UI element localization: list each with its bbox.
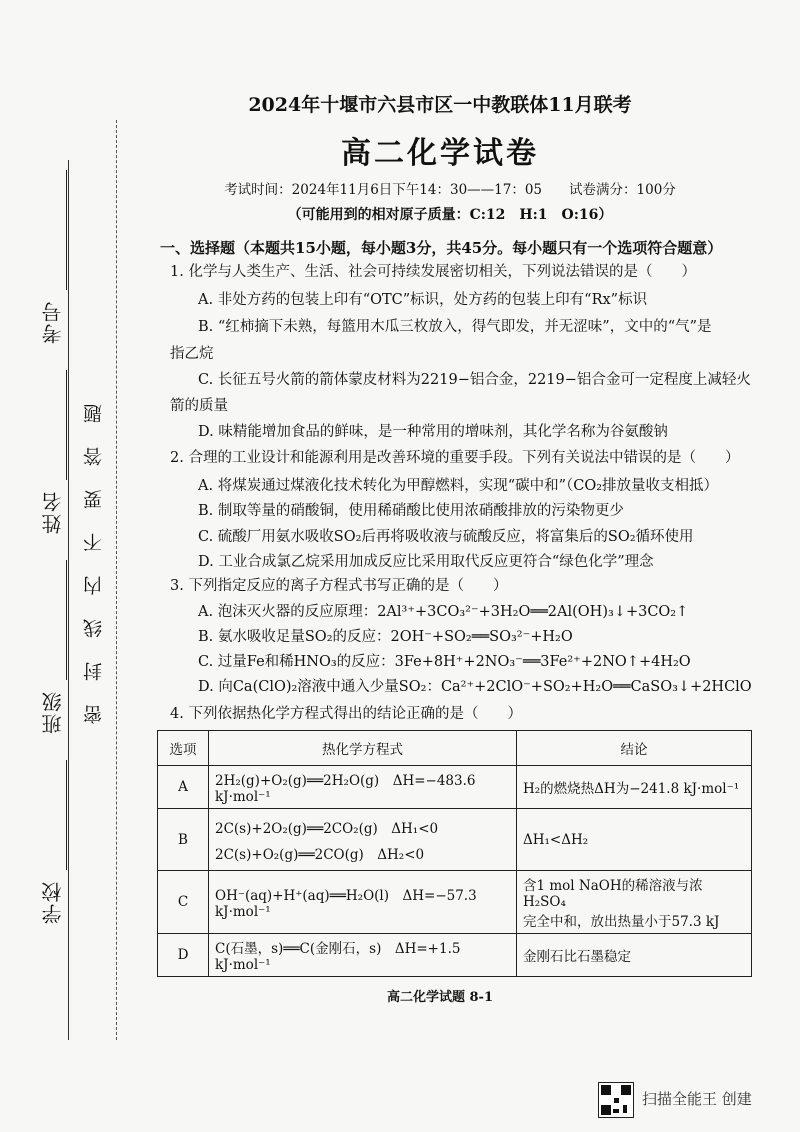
name-blank — [66, 370, 67, 480]
exam-title: 2024年十堰市六县市区一中教联体11月联考 — [248, 94, 632, 116]
q3-option-b: B. 氨水吸收足量SO₂的反应：2OH⁻+SO₂══SO₃²⁻+H₂O — [198, 629, 573, 645]
q3-option-c: C. 过量Fe和稀HNO₃的反应：3Fe+8H⁺+2NO₃⁻══3Fe²⁺+2NO↑+4H₂O — [198, 654, 691, 670]
q2-option-a: A. 将煤炭通过煤液化技术转化为甲醇燃料，实现“碳中和”（CO₂排放量收支相抵） — [198, 478, 719, 494]
conclusion-line: 含1 mol NaOH的稀溶液与浓H₂SO₄ — [523, 878, 703, 910]
table-row — [158, 871, 752, 934]
binding-line-solid — [68, 160, 69, 1040]
seal-notice: 密封线内不要答题 — [83, 380, 105, 724]
q2-stem: 2. 合理的工业设计和能源利用是改善环境的重要手段。下列有关说法中错误的是（ ） — [170, 450, 740, 466]
name-label: 姓名 — [41, 490, 65, 534]
paper-title: 高二化学试卷 — [341, 136, 539, 171]
conclusion-line: 完全中和，放出热量小于57.3 kJ — [523, 914, 720, 930]
row-option: D — [158, 934, 209, 977]
section-heading: 一、选择题（本题共15小题，每小题3分，共45分。每小题只有一个选项符合题意） — [160, 239, 723, 257]
row-option: B — [158, 809, 209, 871]
q1-option-c-cont: 箭的质量 — [170, 398, 228, 414]
exam-time-info: 考试时间：2024年11月6日下午14：30——17：05 试卷满分：100分 — [224, 182, 676, 198]
q1-option-b: B. “红柿摘下未熟，每篮用木瓜三枚放入，得气即发，并无涩味”，文中的“气”是 — [198, 319, 712, 335]
row-equation — [209, 809, 517, 871]
exam-no-blank — [66, 170, 67, 290]
school-label: 学校 — [41, 880, 65, 924]
q2-option-b: B. 制取等量的硝酸铜，使用稀硝酸比使用浓硝酸排放的污染物更少 — [198, 503, 624, 519]
q4-table — [157, 730, 752, 977]
qr-code-icon — [598, 1082, 634, 1118]
row-equation: OH⁻(aq)+H⁺(aq)══H₂O(l) ΔH=−57.3 kJ·mol⁻¹ — [209, 871, 517, 934]
q1-option-d: D. 味精能增加食品的鲜味，是一种常用的增味剂，其化学名称为谷氨酸钠 — [198, 424, 668, 440]
row-conclusion — [517, 871, 752, 934]
header-conclusion: 结论 — [517, 731, 752, 766]
q1-option-a: A. 非处方药的包装上印有“OTC”标识，处方药的包装上印有“Rx”标识 — [198, 292, 648, 308]
q4-stem: 4. 下列依据热化学方程式得出的结论正确的是（ ） — [170, 706, 522, 722]
scanner-watermark: 扫描全能王 创建 — [642, 1090, 752, 1108]
table-row — [158, 809, 752, 871]
row-conclusion: 金刚石比石墨稳定 — [517, 934, 752, 977]
atomic-mass-note: （可能用到的相对原子质量：C:12 H:1 O:16） — [287, 207, 613, 223]
row-option: A — [158, 766, 209, 809]
binding-line-dashed — [116, 120, 117, 1040]
class-blank — [66, 560, 67, 680]
row-conclusion: H₂的燃烧热ΔH为−241.8 kJ·mol⁻¹ — [517, 766, 752, 809]
class-label: 班级 — [41, 690, 65, 734]
header-equation: 热化学方程式 — [209, 731, 517, 766]
equation-line: 2C(s)+2O₂(g)══2CO₂(g) ΔH₁<0 — [215, 820, 439, 837]
q2-option-d: D. 工业合成氯乙烷采用加成反应比采用取代反应更符合“绿色化学”理念 — [198, 554, 654, 570]
equation-line: 2C(s)+O₂(g)══2CO(g) ΔH₂<0 — [215, 846, 425, 863]
q1-stem: 1. 化学与人类生产、生活、社会可持续发展密切相关，下列说法错误的是（ ） — [170, 264, 696, 280]
q3-option-d: D. 向Ca(ClO)₂溶液中通入少量SO₂：Ca²⁺+2ClO⁻+SO₂+H₂O══CaSO₃↓+2HClO — [198, 679, 752, 695]
table-header-row — [158, 731, 752, 766]
page-footer: 高二化学试题 8-1 — [386, 990, 493, 1005]
table-row — [158, 766, 752, 809]
row-option: C — [158, 871, 209, 934]
table-row — [158, 934, 752, 977]
q3-option-a: A. 泡沫灭火器的反应原理：2Al³⁺+3CO₃²⁻+3H₂O══2Al(OH)₃↓+3CO₂↑ — [198, 604, 689, 620]
row-equation: C(石墨，s)══C(金刚石，s) ΔH=+1.5 kJ·mol⁻¹ — [209, 934, 517, 977]
row-equation: 2H₂(g)+O₂(g)══2H₂O(g) ΔH=−483.6 kJ·mol⁻¹ — [209, 766, 517, 809]
exam-no-label: 考号 — [41, 300, 65, 344]
header-option: 选项 — [158, 731, 209, 766]
q2-option-c: C. 硫酸厂用氨水吸收SO₂后再将吸收液与硫酸反应，将富集后的SO₂循环使用 — [198, 529, 694, 545]
q1-option-b-cont: 指乙烷 — [170, 346, 214, 362]
school-blank — [66, 760, 67, 870]
q1-option-c: C. 长征五号火箭的箭体蒙皮材料为2219−铝合金，2219−铝合金可一定程度上减轻火 — [198, 372, 751, 388]
q3-stem: 3. 下列指定反应的离子方程式书写正确的是（ ） — [170, 578, 508, 594]
row-conclusion: ΔH₁<ΔH₂ — [517, 809, 752, 871]
